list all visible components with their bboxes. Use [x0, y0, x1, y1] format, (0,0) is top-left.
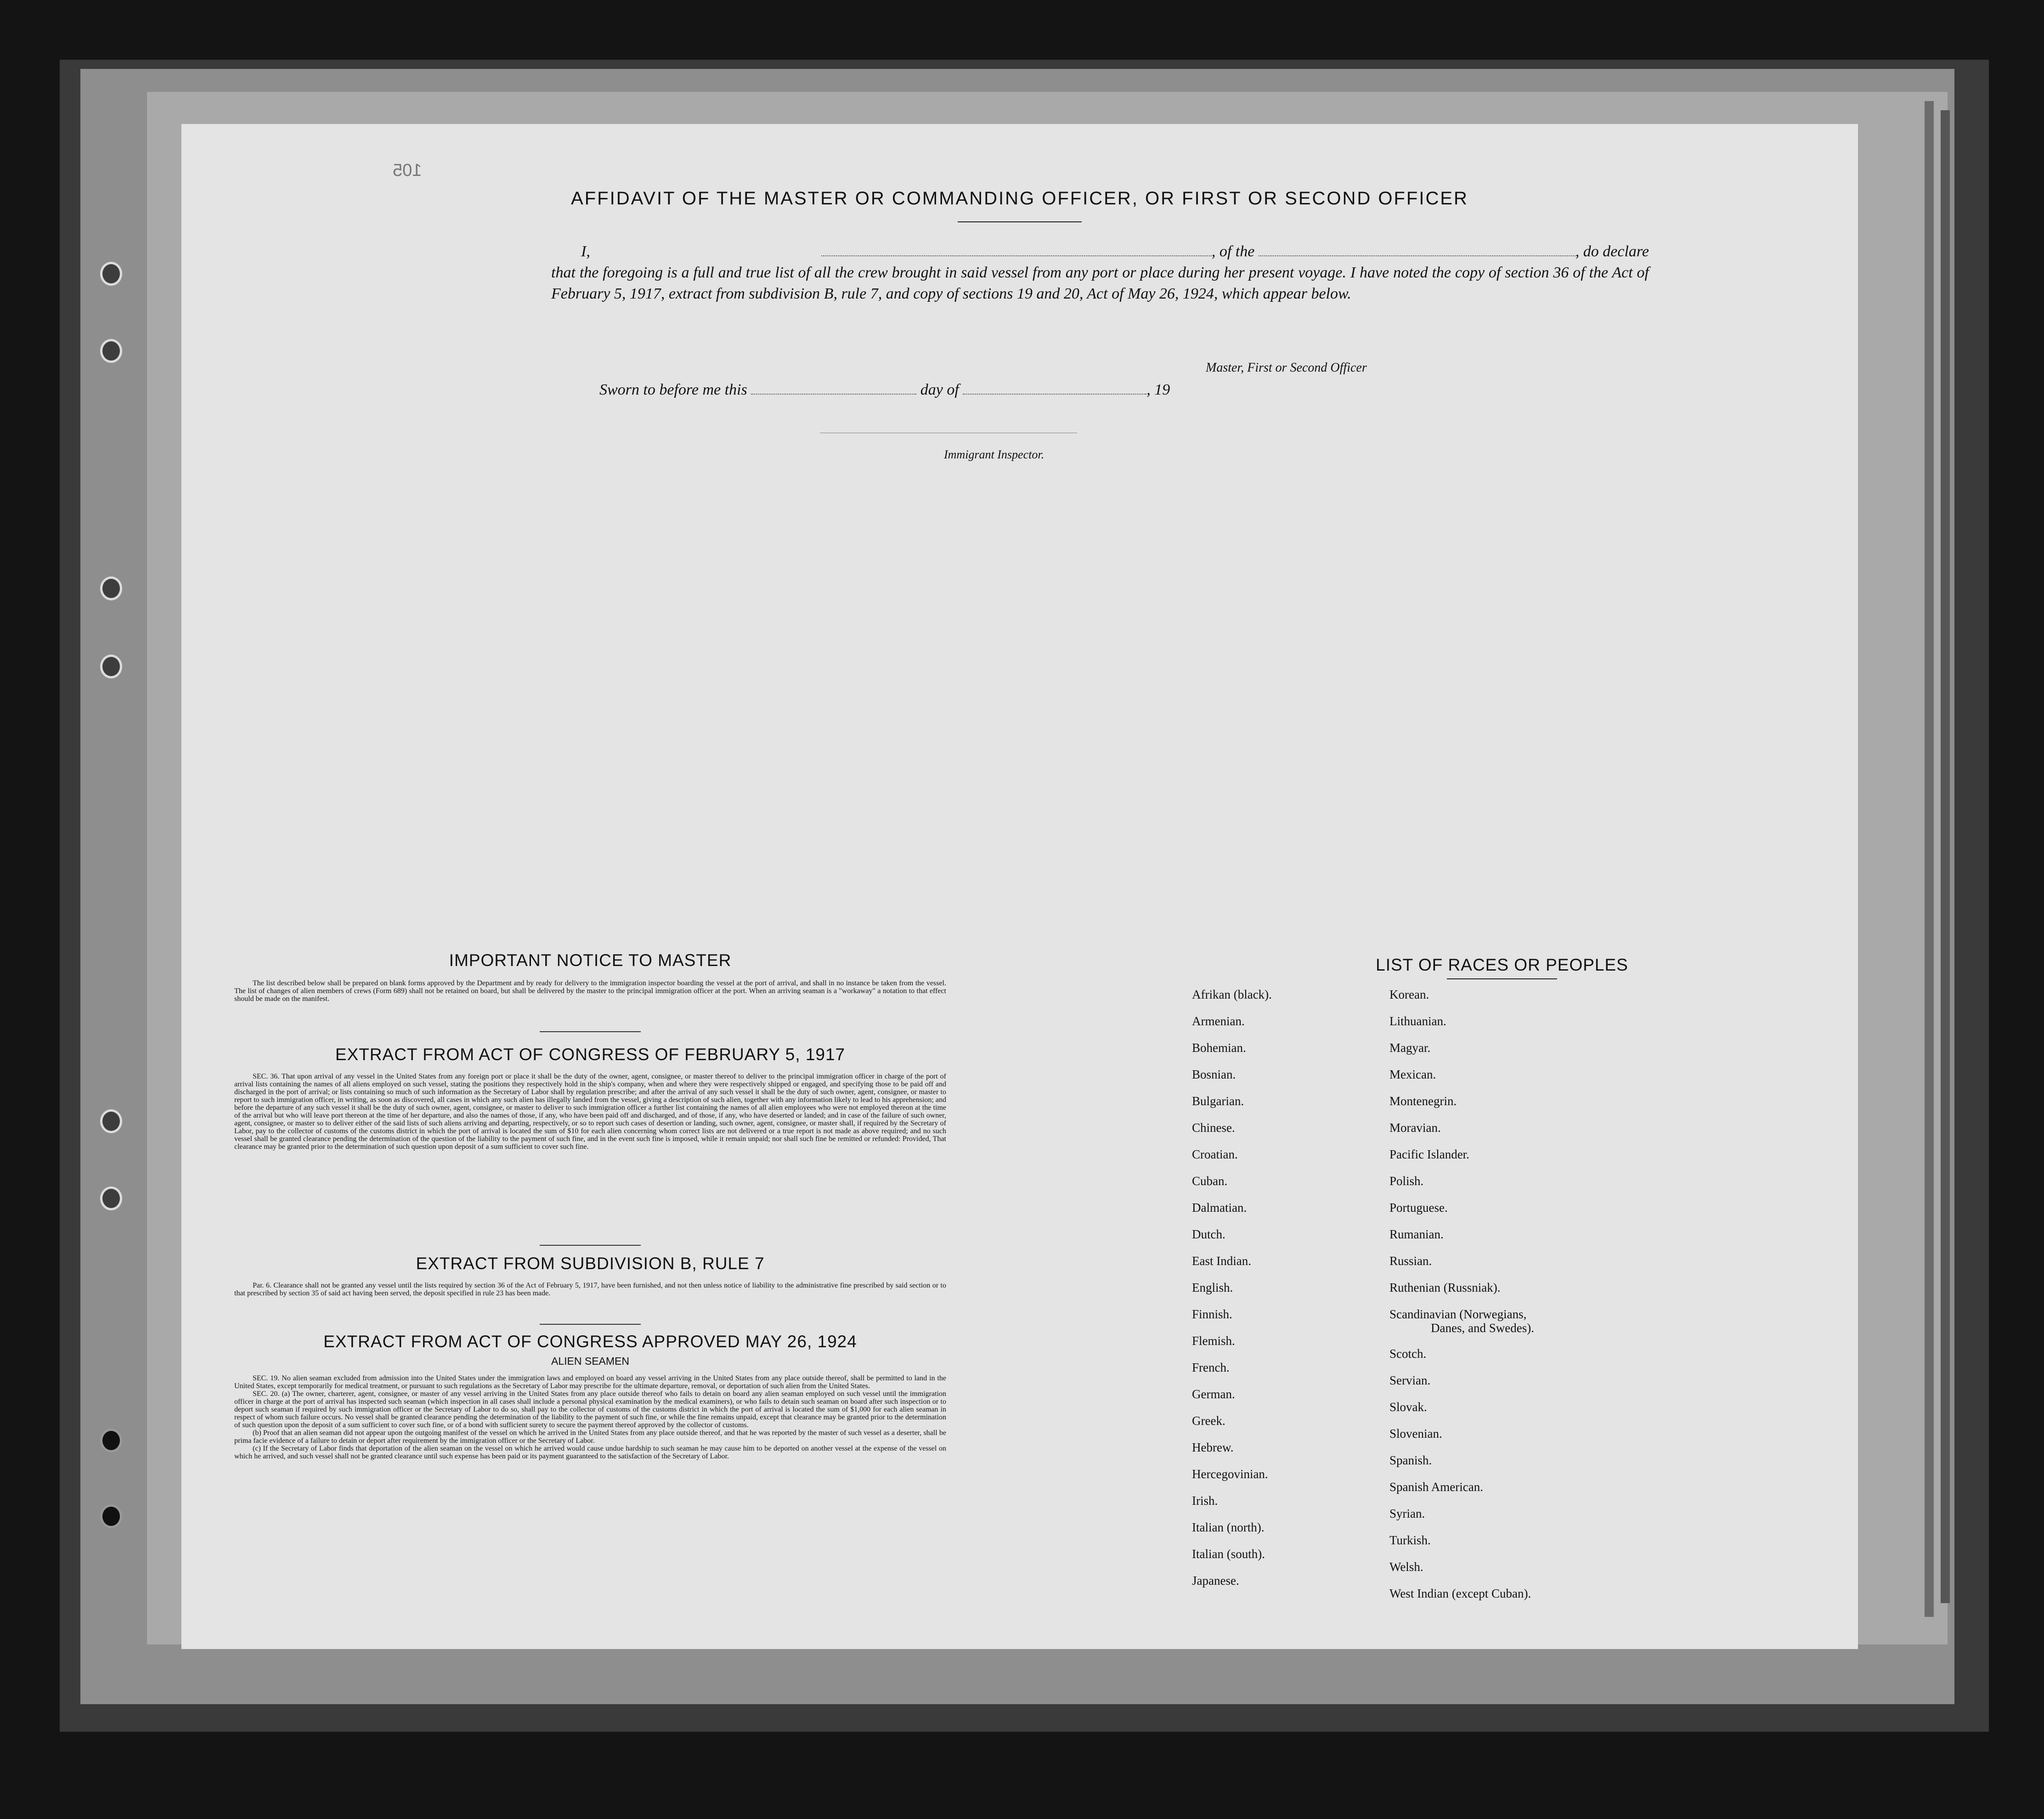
year-text: , 19 [1146, 381, 1170, 398]
punch-hole [100, 1186, 122, 1210]
race-item: Finnish. [1192, 1307, 1232, 1321]
affidavit-do-declare: , do declare [1575, 243, 1649, 260]
punch-hole [100, 262, 122, 286]
race-item: Servian. [1389, 1373, 1431, 1387]
race-item: Mexican. [1389, 1068, 1436, 1081]
master-signature-label: Master, First or Second Officer [1206, 361, 1367, 375]
section-divider [540, 1031, 641, 1032]
notice-body [234, 979, 946, 1003]
section-19-text: SEC. 19. No alien seaman excluded from admission into the United States under the immigration laws and employed on board any vessel arriving in the United States from any place outside thereof, shall be permitted to land in the United States, except temporarily for medical treatment, or pursuant to such regulations as the Secretary of Labor may prescribe for the ultimate departure, removal, or deportation of such alien from the United States. [234, 1374, 946, 1390]
punch-hole [100, 1429, 122, 1452]
rule-7-text: Par. 6. Clearance shall not be granted any vessel until the lists required by section 36 of the Act of February 5, 1917, have been furnished, and not then unless notice of liability to the administrative fine prescribed by said section or to that prescribed by section 35 of said act having been served, the deposit specified in rule 23 has been made. [234, 1282, 946, 1297]
races-right-column [1389, 988, 1534, 1613]
punch-hole [100, 576, 122, 600]
race-item: Italian (south). [1192, 1547, 1265, 1561]
race-item: Turkish. [1389, 1533, 1431, 1547]
extract-1924-title: EXTRACT FROM ACT OF CONGRESS APPROVED MAY 26, 1924 [323, 1332, 857, 1351]
race-item: Bosnian. [1192, 1068, 1236, 1081]
race-item: Korean. [1389, 988, 1429, 1001]
race-item: German. [1192, 1387, 1235, 1401]
inspector-label: Immigrant Inspector. [944, 448, 1045, 461]
affidavit-body: that the foregoing is a full and true list of all the crew brought in said vessel from any port or place during her present voyage. I have noted the copy of section 36 of the Act of February 5, 1917, extract from subdivision B, rule 7, and copy of sections 19 and 20, Act of May 26, 1924, which appear below. [551, 264, 1649, 302]
race-item: East Indian. [1192, 1254, 1251, 1268]
race-item: Dutch. [1192, 1227, 1225, 1241]
race-item: Ruthenian (Russniak). [1389, 1281, 1501, 1294]
section-20a-text: SEC. 20. (a) The owner, charterer, agent, consignee, or master of any vessel arriving in the United States from any place outside thereof who fails to detain on board any alien seaman employed on such vessel until the immigration officer in charge at the port of arrival has inspected such seaman (which inspection in all cases shall include a personal physical examination by the medical examiners), or who fails to detain such seaman on board after such inspection or to deport such seaman if required by such immigration officer or the Secretary of Labor to do so, shall pay to the collector of customs of the customs district in which the port of arrival is located the sum of $1,000 for each alien seaman in respect of whom such failure occurs. No vessel shall be granted clearance pending the determination of the liability to the payment of such fine, or while the fine remains unpaid, except that clearance may be granted prior to the determination of such question upon the deposit of a sum sufficient to cover such fine, or of a bond with sufficient surety to secure the payment thereof approved by the collector of customs. [234, 1390, 946, 1429]
sworn-line [599, 381, 1170, 399]
affidavit-of-the: , of the [1211, 243, 1255, 260]
race-item: Welsh. [1389, 1560, 1423, 1574]
extract-1924-body [234, 1374, 946, 1460]
race-item: Chinese. [1192, 1121, 1235, 1135]
race-item: Slovak. [1389, 1400, 1427, 1414]
race-item [1389, 1307, 1534, 1347]
race-item-line: Scandinavian (Norwegians, [1389, 1307, 1527, 1321]
race-item: Irish. [1192, 1494, 1218, 1508]
race-item: Greek. [1192, 1414, 1225, 1428]
race-item: Hercegovinian. [1192, 1467, 1268, 1481]
race-item: Bulgarian. [1192, 1094, 1244, 1108]
race-item: Hebrew. [1192, 1441, 1234, 1454]
race-item: Russian. [1389, 1254, 1432, 1268]
race-item: Moravian. [1389, 1121, 1441, 1135]
race-item: Spanish. [1389, 1453, 1432, 1467]
race-item: Syrian. [1389, 1507, 1425, 1520]
section-divider [540, 1324, 641, 1325]
affidavit-i: I, [581, 243, 590, 260]
race-item: Cuban. [1192, 1174, 1228, 1188]
section-36-text: SEC. 36. That upon arrival of any vessel in the United States from any foreign port or place it shall be the duty of the owner, agent, consignee, or master thereof to deliver to the principal immigration officer in charge of the port of arrival lists containing the names of all aliens employed on such vessel, stating the positions they respectively hold in the ship's company, when and where they were respectively shipped or engaged, and specifying those to be paid off and discharged in the port of arrival; or lists containing so much of such information as the Secretary of Labor shall by regulation prescribe; and after the arrival of any such vessel it shall be the duty of such owner, agent, consignee, or master to report to such immigration officer, in writing, as soon as discovered, all cases in which any such alien has illegally landed from the vessel, giving a description of such alien, together with any information likely to lead to his apprehension; and before the departure of any such vessel it shall be the duty of such owner, agent, consignee, or master to deliver to such immigration officer a further list containing the names of all alien employees who were not employed thereon at the time of the arrival but who will leave port thereon at the time of her departure, and also the names of those, if any, who have been paid off and discharged, and of those, if any, who have deserted or landed; and in case of the failure of such owner, agent, consignee, or master so to deliver either of the said lists of such aliens arriving and departing, respectively, or so to report such cases of desertion or landing, such owner, agent, consignee, or master shall, if required by the Secretary of Labor, pay to the collector of customs of the customs district in which the port of arrival is located the sum of $10 for each alien concerning whom correct lists are not delivered or a true report is not made as above required; and no such vessel shall be granted clearance pending the determination of the question of the liability to the payment of such fine, and in the event such fine is imposed, while it remain unpaid; nor shall such fine be remitted or refunded: Provided, That clearance may be granted prior to the determination of such question upon deposit of a sum sufficient to cover such fine. [234, 1073, 946, 1151]
notice-title: IMPORTANT NOTICE TO MASTER [449, 951, 732, 970]
page-edge [1941, 110, 1950, 1603]
section-20b-text: (b) Proof that an alien seaman did not appear upon the outgoing manifest of the vessel on which he arrived in the United States from any place outside thereof, and that he was reported by the master of such vessel as a deserter, shall be prima facie evidence of a failure to detain or deport after requirement by the immigration officer or the Secretary of Labor. [234, 1429, 946, 1445]
sworn-day-blank[interactable] [751, 394, 916, 395]
punch-hole [100, 1109, 122, 1133]
sworn-month-blank[interactable] [963, 394, 1146, 395]
races-left-column [1192, 988, 1272, 1600]
race-item: Lithuanian. [1389, 1014, 1446, 1028]
race-item: Flemish. [1192, 1334, 1235, 1348]
race-item: Spanish American. [1389, 1480, 1483, 1494]
races-title: LIST OF RACES OR PEOPLES [1376, 955, 1628, 974]
notice-paragraph: The list described below shall be prepared on blank forms approved by the Department and by ready for delivery to the immigration inspector boarding the vessel at the port of arrival, and shall in no instance be taken from the vessel. The list of changes of alien members of crews (Form 689) shall not be retained on board, but shall be delivered by the master to the principal immigration officer at the port. When an arriving seaman is a "workaway" a notation to that effect should be made on the manifest. [234, 979, 946, 1003]
race-item: Montenegrin. [1389, 1094, 1457, 1108]
race-item: Croatian. [1192, 1147, 1238, 1161]
vessel-blank[interactable] [1259, 255, 1575, 256]
page-number: 105 [393, 161, 422, 180]
race-item: Armenian. [1192, 1014, 1245, 1028]
race-item: Japanese. [1192, 1574, 1239, 1587]
race-item: Italian (north). [1192, 1520, 1265, 1534]
extract-rule7-title: EXTRACT FROM SUBDIVISION B, RULE 7 [416, 1254, 765, 1273]
title-underline [958, 221, 1082, 222]
sworn-text: Sworn to before me this [599, 381, 747, 398]
race-item: Afrikan (black). [1192, 988, 1272, 1001]
race-item: Magyar. [1389, 1041, 1431, 1055]
affidavit-text [551, 241, 1649, 305]
race-item: Scotch. [1389, 1347, 1427, 1361]
races-title-underline [1447, 978, 1557, 979]
race-item: Dalmatian. [1192, 1201, 1247, 1215]
extract-rule7-body [234, 1282, 946, 1297]
race-item: Pacific Islander. [1389, 1147, 1469, 1161]
race-item: Portuguese. [1389, 1201, 1448, 1215]
page-edge [1925, 101, 1934, 1617]
race-item: French. [1192, 1361, 1230, 1374]
race-item: Rumanian. [1389, 1227, 1444, 1241]
race-item-line: Danes, and Swedes). [1431, 1321, 1534, 1335]
race-item: West Indian (except Cuban). [1389, 1587, 1531, 1600]
punch-hole [100, 339, 122, 363]
form-page [181, 124, 1858, 1649]
extract-1917-body [234, 1073, 946, 1151]
race-item: Bohemian. [1192, 1041, 1246, 1055]
alien-seamen-subtitle: ALIEN SEAMEN [551, 1355, 629, 1367]
punch-hole [100, 1504, 122, 1528]
punch-hole [100, 655, 122, 678]
race-item: Polish. [1389, 1174, 1424, 1188]
race-item: Slovenian. [1389, 1427, 1442, 1441]
affidavit-title: AFFIDAVIT OF THE MASTER OR COMMANDING OFFICER, OR FIRST OR SECOND OFFICER [571, 188, 1468, 209]
name-blank[interactable] [821, 255, 1212, 256]
extract-1917-title: EXTRACT FROM ACT OF CONGRESS OF FEBRUARY 5, 1917 [335, 1045, 846, 1064]
day-of-text: day of [920, 381, 959, 398]
section-20c-text: (c) If the Secretary of Labor finds that deportation of the alien seaman on the vessel on which he arrived would cause undue hardship to such seaman he may cause him to be deported on another vessel at the expense of the vessel on which he arrived, and such vessel shall not be granted clearance until such expense has been paid or its payment guaranteed to the satisfaction of the Secretary of Labor. [234, 1445, 946, 1460]
race-item: English. [1192, 1281, 1233, 1294]
section-divider [540, 1245, 641, 1246]
